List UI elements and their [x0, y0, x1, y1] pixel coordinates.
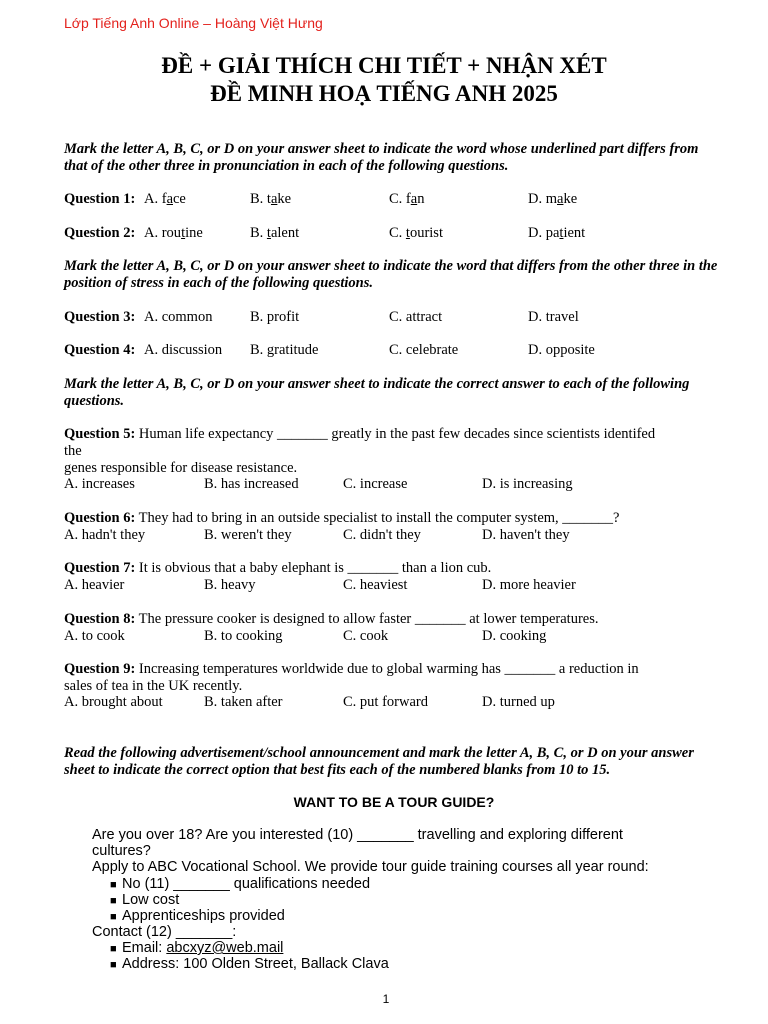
q5-option-d: D. is increasing — [482, 476, 573, 492]
question-3-label: Question 3: — [64, 309, 136, 325]
question-5-text-line-1: Question 5: Human life expectancy _______ greatly in the past few decades since scientists identifed — [64, 426, 656, 442]
square-bullet-icon: ■ — [110, 959, 117, 971]
ad-contact: Contact (12) _______: — [92, 924, 237, 940]
q8-option-c: C. cook — [343, 628, 389, 644]
question-1-label: Question 1: — [64, 191, 136, 207]
square-bullet-icon: ■ — [110, 911, 117, 923]
question-6-text: Question 6: They had to bring in an outside specialist to install the computer system, _______? — [64, 510, 620, 526]
q7-option-b: B. heavy — [204, 577, 256, 593]
square-bullet-icon: ■ — [110, 943, 117, 955]
q4-option-d: D. opposite — [528, 342, 595, 358]
q3-option-b: B. profit — [250, 309, 300, 325]
page-number: 1 — [382, 992, 390, 1006]
q5-option-a: A. increases — [64, 476, 135, 492]
ad-email: ■ Email: abcxyz@web.mail — [110, 940, 284, 956]
q9-option-a: A. brought about — [64, 694, 163, 710]
advertisement-title: WANT TO BE A TOUR GUIDE? — [293, 794, 495, 810]
q3-option-d: D. travel — [528, 309, 579, 325]
ad-bullet-cost: ■ Low cost — [110, 892, 180, 908]
q3-option-c: C. attract — [389, 309, 443, 325]
question-5-text-line-2: the — [64, 443, 82, 459]
question-9-text-line-1: Question 9: Increasing temperatures worldwide due to global warming has _______ a reduction in — [64, 661, 639, 677]
question-2-label: Question 2: — [64, 225, 136, 241]
q9-option-c: C. put forward — [343, 694, 428, 710]
question-9-text-line-2: sales of tea in the UK recently. — [64, 678, 243, 694]
title-line-2: ĐỀ MINH HOẠ TIẾNG ANH 2025 — [210, 81, 558, 106]
question-4-label: Question 4: — [64, 342, 136, 358]
q8-option-a: A. to cook — [64, 628, 125, 644]
q3-option-a: A. common — [144, 309, 213, 325]
q8-option-d: D. cooking — [482, 628, 547, 644]
instruction-correct-answer: Mark the letter A, B, C, or D on your answer sheet to indicate the correct answer to each of the following questions. — [64, 376, 690, 409]
question-5-text-line-3: genes responsible for disease resistance. — [64, 460, 298, 476]
question-7-text: Question 7: It is obvious that a baby elephant is _______ than a lion cub. — [64, 560, 492, 576]
q1-option-c: C. fan — [389, 191, 425, 207]
ad-bullet-apprenticeships: ■ Apprenticeships provided — [110, 908, 285, 924]
question-8-text: Question 8: The pressure cooker is designed to allow faster _______ at lower temperatures. — [64, 611, 599, 627]
square-bullet-icon: ■ — [110, 895, 117, 907]
q6-option-a: A. hadn't they — [64, 527, 146, 543]
q1-option-a: A. face — [144, 191, 186, 207]
q4-option-c: C. celebrate — [389, 342, 459, 358]
instruction-stress: Mark the letter A, B, C, or D on your answer sheet to indicate the word that differs from the other three in the position of stress in each of the following questions. — [64, 258, 718, 291]
instruction-pronunciation: Mark the letter A, B, C, or D on your answer sheet to indicate the word whose underlined part differs from that of the other three in pronunciation in each of the following questions. — [64, 141, 699, 174]
q1-option-b: B. take — [250, 191, 292, 207]
email-link[interactable]: abcxyz@web.mail — [166, 940, 284, 956]
ad-line-2: cultures? — [92, 843, 151, 859]
q5-option-c: C. increase — [343, 476, 408, 492]
square-bullet-icon: ■ — [110, 879, 117, 891]
ad-line-3: Apply to ABC Vocational School. We provide tour guide training courses all year round: — [92, 859, 649, 875]
q5-option-b: B. has increased — [204, 476, 299, 492]
q9-option-b: B. taken after — [204, 694, 283, 710]
q6-option-c: C. didn't they — [343, 527, 421, 543]
ad-line-1: Are you over 18? Are you interested (10) _______ travelling and exploring different — [92, 827, 623, 843]
ad-address: ■ Address: 100 Olden Street, Ballack Clava — [110, 956, 389, 972]
q2-option-b: B. talent — [250, 225, 300, 241]
title-line-1: ĐỀ + GIẢI THÍCH CHI TIẾT + NHẬN XÉT — [161, 53, 607, 78]
header-brand: Lớp Tiếng Anh Online – Hoàng Việt Hưng — [64, 15, 323, 31]
q2-option-c: C. tourist — [389, 225, 443, 241]
q2-option-d: D. patient — [528, 225, 586, 241]
q7-option-a: A. heavier — [64, 577, 125, 593]
q4-option-b: B. gratitude — [250, 342, 319, 358]
q2-option-a: A. routine — [144, 225, 203, 241]
q7-option-d: D. more heavier — [482, 577, 576, 593]
q6-option-b: B. weren't they — [204, 527, 292, 543]
q6-option-d: D. haven't they — [482, 527, 570, 543]
q9-option-d: D. turned up — [482, 694, 555, 710]
q1-option-d: D. make — [528, 191, 578, 207]
instruction-reading: Read the following advertisement/school announcement and mark the letter A, B, C, or D on your answer sheet to indicate the correct option that best fits each of the numbered blanks from 10 to 15. — [64, 745, 694, 778]
q7-option-c: C. heaviest — [343, 577, 408, 593]
q4-option-a: A. discussion — [144, 342, 223, 358]
q8-option-b: B. to cooking — [204, 628, 283, 644]
ad-bullet-qualifications: ■ No (11) _______ qualifications needed — [110, 876, 371, 892]
